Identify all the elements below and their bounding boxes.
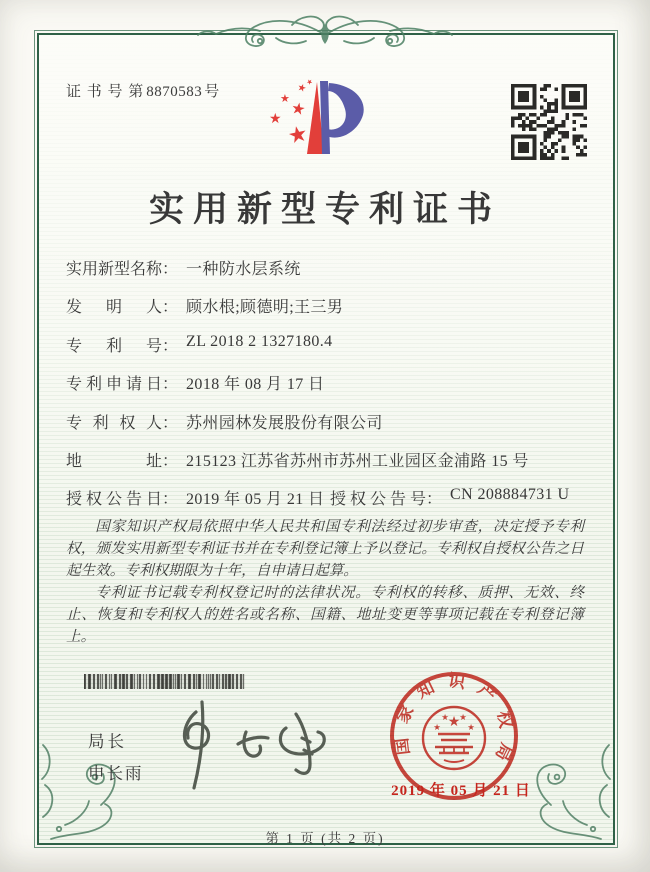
seal-star-icon: ★ xyxy=(447,715,461,730)
field-value: 2018 年 08 月 17 日 xyxy=(186,376,325,393)
field-row-address xyxy=(66,448,588,471)
cnipa-logo-icon xyxy=(258,77,378,180)
field-row-grant-date xyxy=(66,486,588,509)
signer-name: 申长雨 xyxy=(88,764,144,783)
top-scroll-ornament-icon xyxy=(180,11,470,55)
barcode xyxy=(84,674,248,689)
field-label: 授权公告日 xyxy=(66,491,162,508)
field-colon: ： xyxy=(162,491,179,508)
seal-star-icon: ★ xyxy=(433,722,441,732)
seal-date: 2019 年 05 月 21 日 xyxy=(391,783,531,799)
cert-number-suffix: 号 xyxy=(204,84,221,100)
field-colon: ： xyxy=(162,261,179,278)
certificate-title: 实用新型专利证书 xyxy=(148,190,501,229)
field-pair-grant-number xyxy=(330,486,569,509)
seal-emblem-gate xyxy=(435,734,473,762)
star-icon: ★ xyxy=(269,112,282,127)
field-row-patentee xyxy=(66,410,588,433)
cert-number-label: 证 书 号 第 xyxy=(66,84,145,100)
field-value: 2019 年 05 月 21 日 xyxy=(186,491,325,508)
field-row-inventors xyxy=(66,294,588,317)
seal-star-icon: ★ xyxy=(441,712,449,722)
field-value: ZL 2018 2 1327180.4 xyxy=(186,333,333,350)
field-label: 发明人 xyxy=(66,299,162,316)
signer-title: 局长 xyxy=(88,732,127,751)
handwritten-signature-icon xyxy=(168,698,348,793)
legal-body-text xyxy=(66,516,584,648)
field-value: 一种防水层系统 xyxy=(186,261,301,278)
page-footer: 第 1 页 (共 2 页) xyxy=(265,831,385,846)
star-icon: ★ xyxy=(280,93,290,105)
field-row-filing-date xyxy=(66,371,588,394)
star-icon: ★ xyxy=(304,77,315,88)
field-colon: ： xyxy=(426,491,443,508)
seal-ring-text: 国家知识产权局 xyxy=(390,670,518,775)
body-paragraph: 国家知识产权局依照中华人民共和国专利法经过初步审查，决定授予专利权，颁发实用新型专利证书并在专利登记簿上予以登记。专利权自授权公告之日起生效。专利权期限为十年，自申请日起算。 xyxy=(66,519,584,579)
cert-number-value: 8870583 xyxy=(146,84,203,100)
field-colon: ： xyxy=(162,453,179,470)
field-label: 实用新型名称 xyxy=(66,261,163,278)
field-row-patent-number xyxy=(66,333,588,356)
field-colon: ： xyxy=(162,338,179,355)
field-label: 授权公告号 xyxy=(330,491,426,508)
field-value: CN 208884731 U xyxy=(450,486,570,503)
field-colon: ： xyxy=(162,376,179,393)
seal-star-icon: ★ xyxy=(459,712,467,722)
certificate-number xyxy=(66,80,220,101)
field-label: 专利权人 xyxy=(66,415,162,432)
field-value: 苏州园林发展股份有限公司 xyxy=(186,415,383,432)
field-label: 专利号 xyxy=(66,338,162,355)
cnipa-logo-shape xyxy=(258,77,378,180)
field-value: 顾水根;顾德明;王三男 xyxy=(186,299,344,316)
field-label: 地址 xyxy=(66,453,162,470)
field-colon: ： xyxy=(162,299,179,316)
field-value: 215123 江苏省苏州市苏州工业园区金浦路 15 号 xyxy=(186,453,529,470)
field-row-name xyxy=(66,256,588,279)
field-colon: ： xyxy=(162,415,179,432)
star-icon: ★ xyxy=(289,99,307,120)
field-label: 专利申请日 xyxy=(66,376,162,393)
qr-code xyxy=(511,84,587,160)
star-icon: ★ xyxy=(295,81,308,96)
seal-star-icon: ★ xyxy=(467,722,475,732)
star-icon: ★ xyxy=(285,120,311,149)
body-paragraph: 专利证书记载专利权登记时的法律状况。专利权的转移、质押、无效、终止、恢复和专利权人的姓名或名称、国籍、地址变更等事项记载在专利登记簿上。 xyxy=(66,585,584,645)
